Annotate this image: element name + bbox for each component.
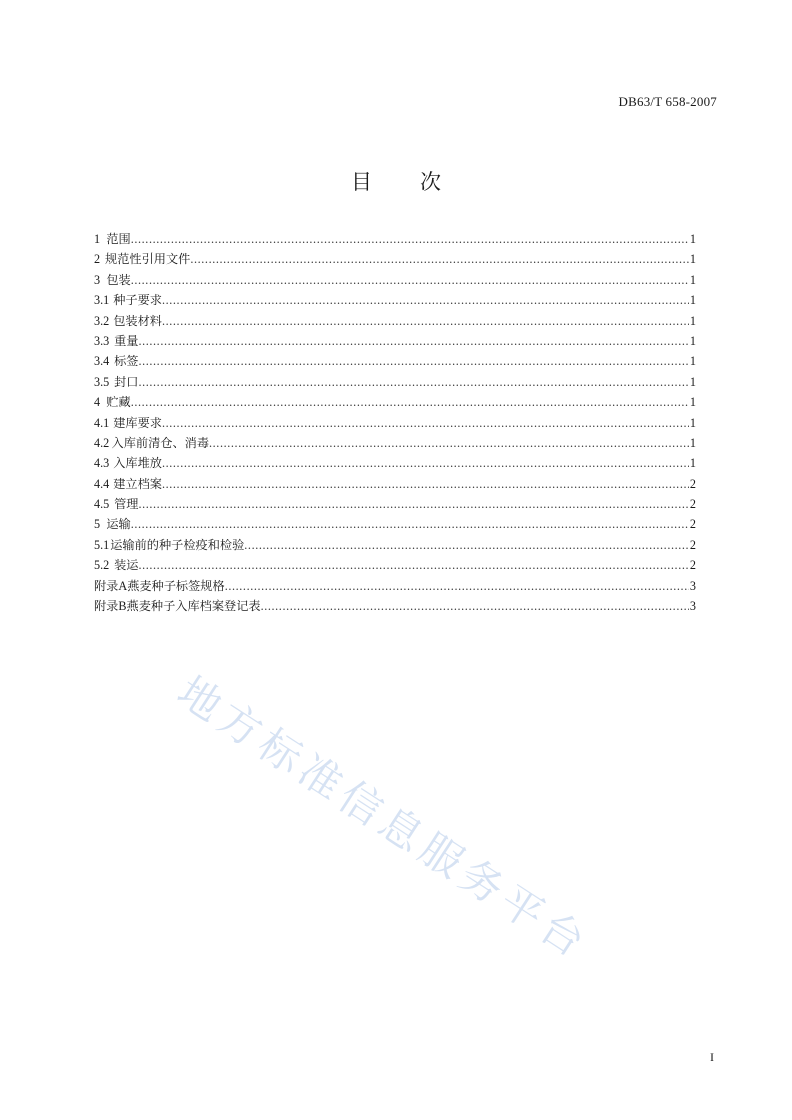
toc-entry[interactable]	[94, 393, 696, 413]
toc-entry-label: 建立档案	[113, 476, 162, 491]
toc-entry-page: 1	[689, 252, 696, 267]
toc-entry-number: 附录A	[94, 578, 128, 593]
toc-entry-page: 1	[689, 313, 696, 328]
toc-entry-page: 1	[689, 354, 696, 369]
toc-entry[interactable]	[94, 373, 696, 393]
toc-entry-page: 3	[689, 578, 696, 593]
toc-entry-label: 规范性引用文件	[105, 252, 191, 267]
toc-entry-page: 1	[689, 272, 696, 287]
toc-entry-number: 5.1	[94, 537, 110, 552]
toc-entry-page: 1	[689, 435, 696, 450]
toc-entry-label: 包装材料	[113, 313, 162, 328]
toc-leader-dots	[162, 456, 689, 471]
watermark-text: 地方标准信息服务平台	[168, 666, 599, 970]
toc-entry-page: 1	[689, 374, 696, 389]
toc-entry[interactable]	[94, 271, 696, 291]
toc-leader-dots	[190, 252, 689, 267]
toc-entry-number: 3.1	[94, 293, 110, 308]
toc-entry-page: 1	[689, 293, 696, 308]
toc-entry-number: 1	[94, 232, 101, 246]
toc-entry-label: 建库要求	[113, 415, 162, 430]
toc-leader-dots	[261, 599, 689, 614]
toc-entry[interactable]	[94, 414, 696, 434]
toc-entry-page: 2	[689, 476, 696, 491]
toc-entry[interactable]	[94, 312, 696, 332]
toc-leader-dots	[244, 538, 689, 553]
toc-entry[interactable]	[94, 291, 696, 311]
toc-entry-page: 1	[689, 415, 696, 430]
document-code: DB63/T 658-2007	[618, 94, 717, 109]
toc-entry-number: 3.2	[94, 313, 110, 328]
toc-entry[interactable]	[94, 556, 696, 576]
toc-entry-label: 燕麦种子入库档案登记表	[126, 599, 261, 614]
toc-entry[interactable]	[94, 536, 696, 556]
toc-entry-number: 4.5	[94, 497, 110, 512]
toc-leader-dots	[138, 497, 688, 512]
toc-entry[interactable]	[94, 230, 696, 250]
toc-entry-number: 5	[94, 517, 101, 532]
toc-entry-page: 2	[689, 517, 696, 532]
toc-entry-label: 燕麦种子标签规格	[127, 578, 225, 593]
toc-entry-number: 4.2	[94, 435, 110, 450]
toc-entry-label: 贮藏	[106, 395, 131, 410]
toc-entry-number: 2	[94, 252, 101, 267]
toc-entry-label: 重量	[114, 333, 139, 348]
toc-title	[0, 166, 792, 196]
toc-leader-dots	[138, 558, 688, 573]
toc-leader-dots	[162, 293, 689, 308]
toc-leader-dots	[162, 416, 689, 431]
toc-entry-label: 管理	[114, 497, 139, 512]
toc-leader-dots	[131, 273, 689, 288]
toc-leader-dots	[131, 517, 689, 532]
toc-entry-number: 3.3	[94, 333, 110, 348]
toc-entry-number: 4.1	[94, 415, 110, 430]
toc-leader-dots	[131, 395, 689, 410]
toc-leader-dots	[162, 314, 689, 329]
toc-leader-dots	[131, 232, 689, 247]
toc-entry-label: 运输	[106, 517, 131, 532]
toc-entry-page: 3	[689, 599, 696, 614]
toc-entry-label: 标签	[114, 354, 139, 369]
toc-list	[94, 230, 696, 617]
toc-entry-number: 3	[94, 272, 101, 287]
toc-entry-number: 4	[94, 395, 101, 410]
toc-entry-number: 5.2	[94, 558, 110, 573]
toc-entry-label: 包装	[106, 272, 131, 287]
toc-entry[interactable]	[94, 332, 696, 352]
toc-entry-number: 3.4	[94, 354, 110, 369]
toc-entry-label: 封口	[114, 374, 139, 389]
toc-title-right: 次	[420, 170, 441, 194]
toc-entry-page: 2	[689, 537, 696, 552]
toc-entry-label: 范围	[106, 232, 131, 246]
toc-leader-dots	[225, 579, 689, 594]
toc-leader-dots	[138, 334, 688, 349]
toc-entry-label: 种子要求	[113, 293, 162, 308]
toc-entry-page: 1	[689, 456, 696, 471]
toc-entry-page: 1	[689, 232, 696, 246]
page-number: I	[710, 1050, 714, 1064]
toc-entry[interactable]	[94, 577, 696, 597]
toc-entry-page: 2	[689, 497, 696, 512]
toc-entry-label: 入库堆放	[113, 456, 162, 471]
toc-entry[interactable]	[94, 352, 696, 372]
toc-entry-label: 装运	[114, 558, 139, 573]
toc-entry[interactable]	[94, 434, 696, 454]
toc-entry[interactable]	[94, 515, 696, 535]
toc-entry[interactable]	[94, 475, 696, 495]
toc-entry[interactable]	[94, 250, 696, 270]
toc-entry-number: 4.4	[94, 476, 110, 491]
toc-entry-page: 1	[689, 395, 696, 410]
toc-entry[interactable]	[94, 454, 696, 474]
toc-leader-dots	[209, 436, 689, 451]
toc-leader-dots	[162, 477, 689, 492]
toc-leader-dots	[138, 375, 688, 390]
toc-leader-dots	[138, 354, 688, 369]
toc-entry-page: 2	[689, 558, 696, 573]
toc-entry-label: 运输前的种子检疫和检验	[110, 537, 245, 552]
toc-entry-label: 入库前清仓、消毒	[111, 435, 210, 450]
toc-entry-number: 3.5	[94, 374, 110, 389]
toc-entry[interactable]	[94, 597, 696, 617]
toc-entry[interactable]	[94, 495, 696, 515]
toc-entry-number: 附录B	[94, 599, 127, 614]
toc-entry-page: 1	[689, 333, 696, 348]
toc-title-left: 目	[351, 170, 372, 194]
toc-entry-number: 4.3	[94, 456, 110, 471]
